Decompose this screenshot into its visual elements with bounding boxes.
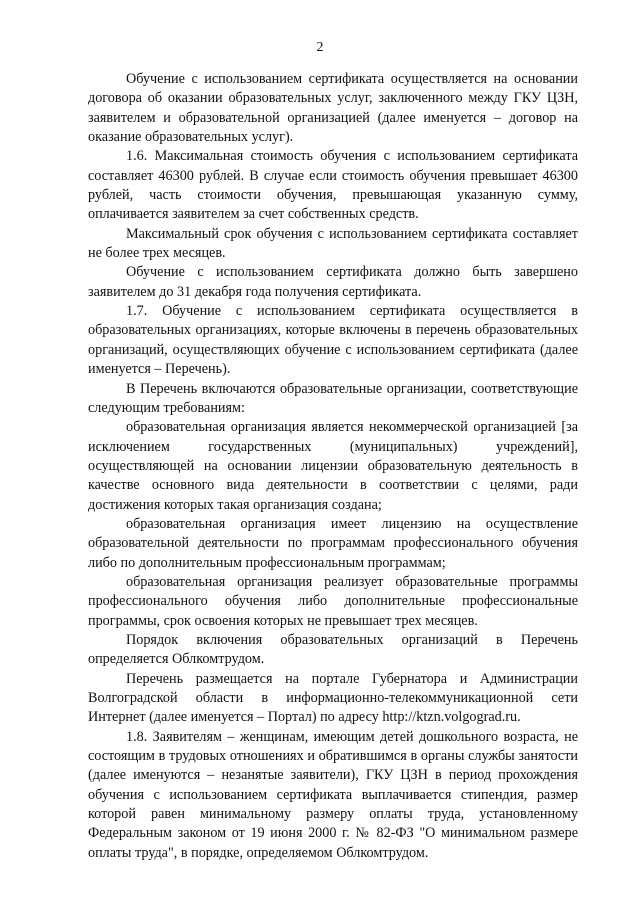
- paragraph-list-requirements: В Перечень включаются образовательные организации, соответствующие следующим требованиям:: [88, 380, 578, 416]
- paragraph-requirement-noncommercial: образовательная организация является некоммерческой организацией [за исключением государственных (муниципальных) учреждений], осуществляющей на основании лицензии образовательную деятельность в качестве основного вида деятельности в соответствии с целями, ради достижения которых такая организация создана;: [88, 419, 578, 513]
- paragraph-requirement-license: образовательная организация имеет лицензию на осуществление образовательной деятельности по программам профессионального обучения либо по дополнительным профессиональным программам;: [88, 515, 578, 571]
- paragraph-1-6-max-cost: 1.6. Максимальная стоимость обучения с использованием сертификата составляет 46300 рублей. В случае если стоимость обучения превышает 46300 рублей, часть стоимости обучения, превышающая указанную сумму, оплачивается заявителем за счет собственных средств.: [88, 148, 578, 223]
- paragraph-1-8-stipend: 1.8. Заявителям – женщинам, имеющим детей дошкольного возраста, не состоящим в трудовых отношениях и обратившимся в органы службы занятости (далее именуются – незанятые заявители), ГКУ ЦЗН в период прохождения обучения с использованием сертификата выплачивается стипендия, размер которой равен минимальному размеру оплаты труда, установленному Федеральным законом от 19 июня 2000 г. № 82-ФЗ "О минимальном размере оплаты труда", в порядке, определяемом Облкомтрудом.: [88, 728, 578, 861]
- document-body: [88, 70, 578, 863]
- paragraph-max-duration: Максимальный срок обучения с использованием сертификата составляет не более трех месяцев.: [88, 225, 578, 262]
- paragraph-requirement-programs: образовательная организация реализует образовательные программы профессионального обучения либо дополнительные профессиональные программы, срок освоения которых не превышает трех месяцев.: [88, 573, 578, 629]
- paragraph-1-7-organizations: 1.7. Обучение с использованием сертификата осуществляется в образовательных организациях, которые включены в перечень образовательных организаций, осуществляющих обучение с использованием сертификата (далее именуется – Перечень).: [88, 303, 578, 378]
- paragraph-inclusion-procedure: Порядок включения образовательных организаций в Перечень определяется Облкомтрудом.: [88, 631, 578, 668]
- page-number: 2: [316, 40, 324, 55]
- paragraph-completion-deadline: Обучение с использованием сертификата должно быть завершено заявителем до 31 декабря года получения сертификата.: [88, 264, 578, 300]
- paragraph-portal-publication: Перечень размещается на портале Губернатора и Администрации Волгоградской области в информационно-телекоммуникационной сети Интернет (далее именуется – Портал) по адресу http://ktzn.volgograd.ru.: [88, 670, 578, 726]
- paragraph-contract-basis: Обучение с использованием сертификата осуществляется на основании договора об оказании образовательных услуг, заключенного между ГКУ ЦЗН, заявителем и образовательной организацией (далее именуется – договор на оказание образовательных услуг).: [88, 71, 578, 146]
